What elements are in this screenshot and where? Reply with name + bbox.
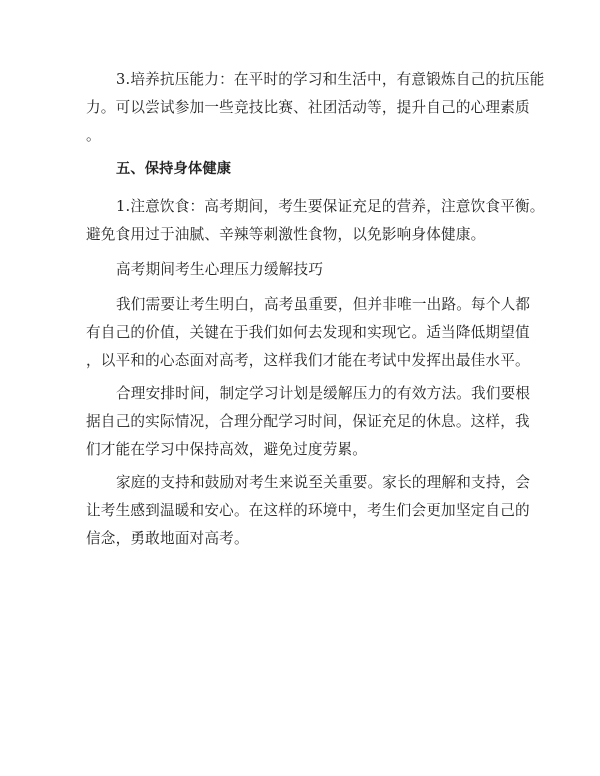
paragraph-line: 家庭的支持和鼓励对考生来说至关重要。家长的理解和支持，会 [116,474,531,491]
section-heading: 五、保持身体健康 [116,161,232,177]
paragraph-line: 力。可以尝试参加一些竞技比赛、社团活动等，提升自己的心理素质 [86,99,530,116]
paragraph-diet [86,193,545,249]
paragraph-expectation [86,291,531,375]
subtitle: 高考期间考生心理压力缓解技巧 [116,261,324,278]
subtitle-stress-relief [86,256,516,284]
paragraph-line: 3.培养抗压能力：在平时的学习和生活中，有意锻炼自己的抗压能 [116,71,545,88]
paragraph-line: 1.注意饮食：高考期间，考生要保证充足的营养，注意饮食平衡。 [116,198,545,215]
section-heading-health [86,155,516,183]
paragraph-line: 合理安排时间，制定学习计划是缓解压力的有效方法。我们要根 [116,385,531,402]
paragraph-line: ，以平和的心态面对高考，这样我们才能在考试中发挥出最佳水平。 [86,352,530,369]
paragraph-line: 避免食用过于油腻、辛辣等刺激性食物，以免影响身体健康。 [86,226,486,243]
paragraph-family-support [86,469,531,553]
paragraph-line: 我们需要让考生明白，高考虽重要，但并非唯一出路。每个人都 [116,296,531,313]
paragraph-line: 有自己的价值，关键在于我们如何去发现和实现它。适当降低期望值 [86,324,530,341]
paragraph-line: 让考生感到温暖和安心。在这样的环境中，考生们会更加坚定自己的 [86,502,530,519]
paragraph-line: 据自己的实际情况，合理分配学习时间，保证充足的休息。这样，我 [86,413,530,430]
paragraph-time-management [86,380,531,464]
paragraph-line: 信念，勇敢地面对高考。 [86,530,249,547]
paragraph-line: 。 [86,127,101,144]
paragraph-stress-resistance [86,66,545,150]
paragraph-line: 们才能在学习中保持高效，避免过度劳累。 [86,441,368,458]
